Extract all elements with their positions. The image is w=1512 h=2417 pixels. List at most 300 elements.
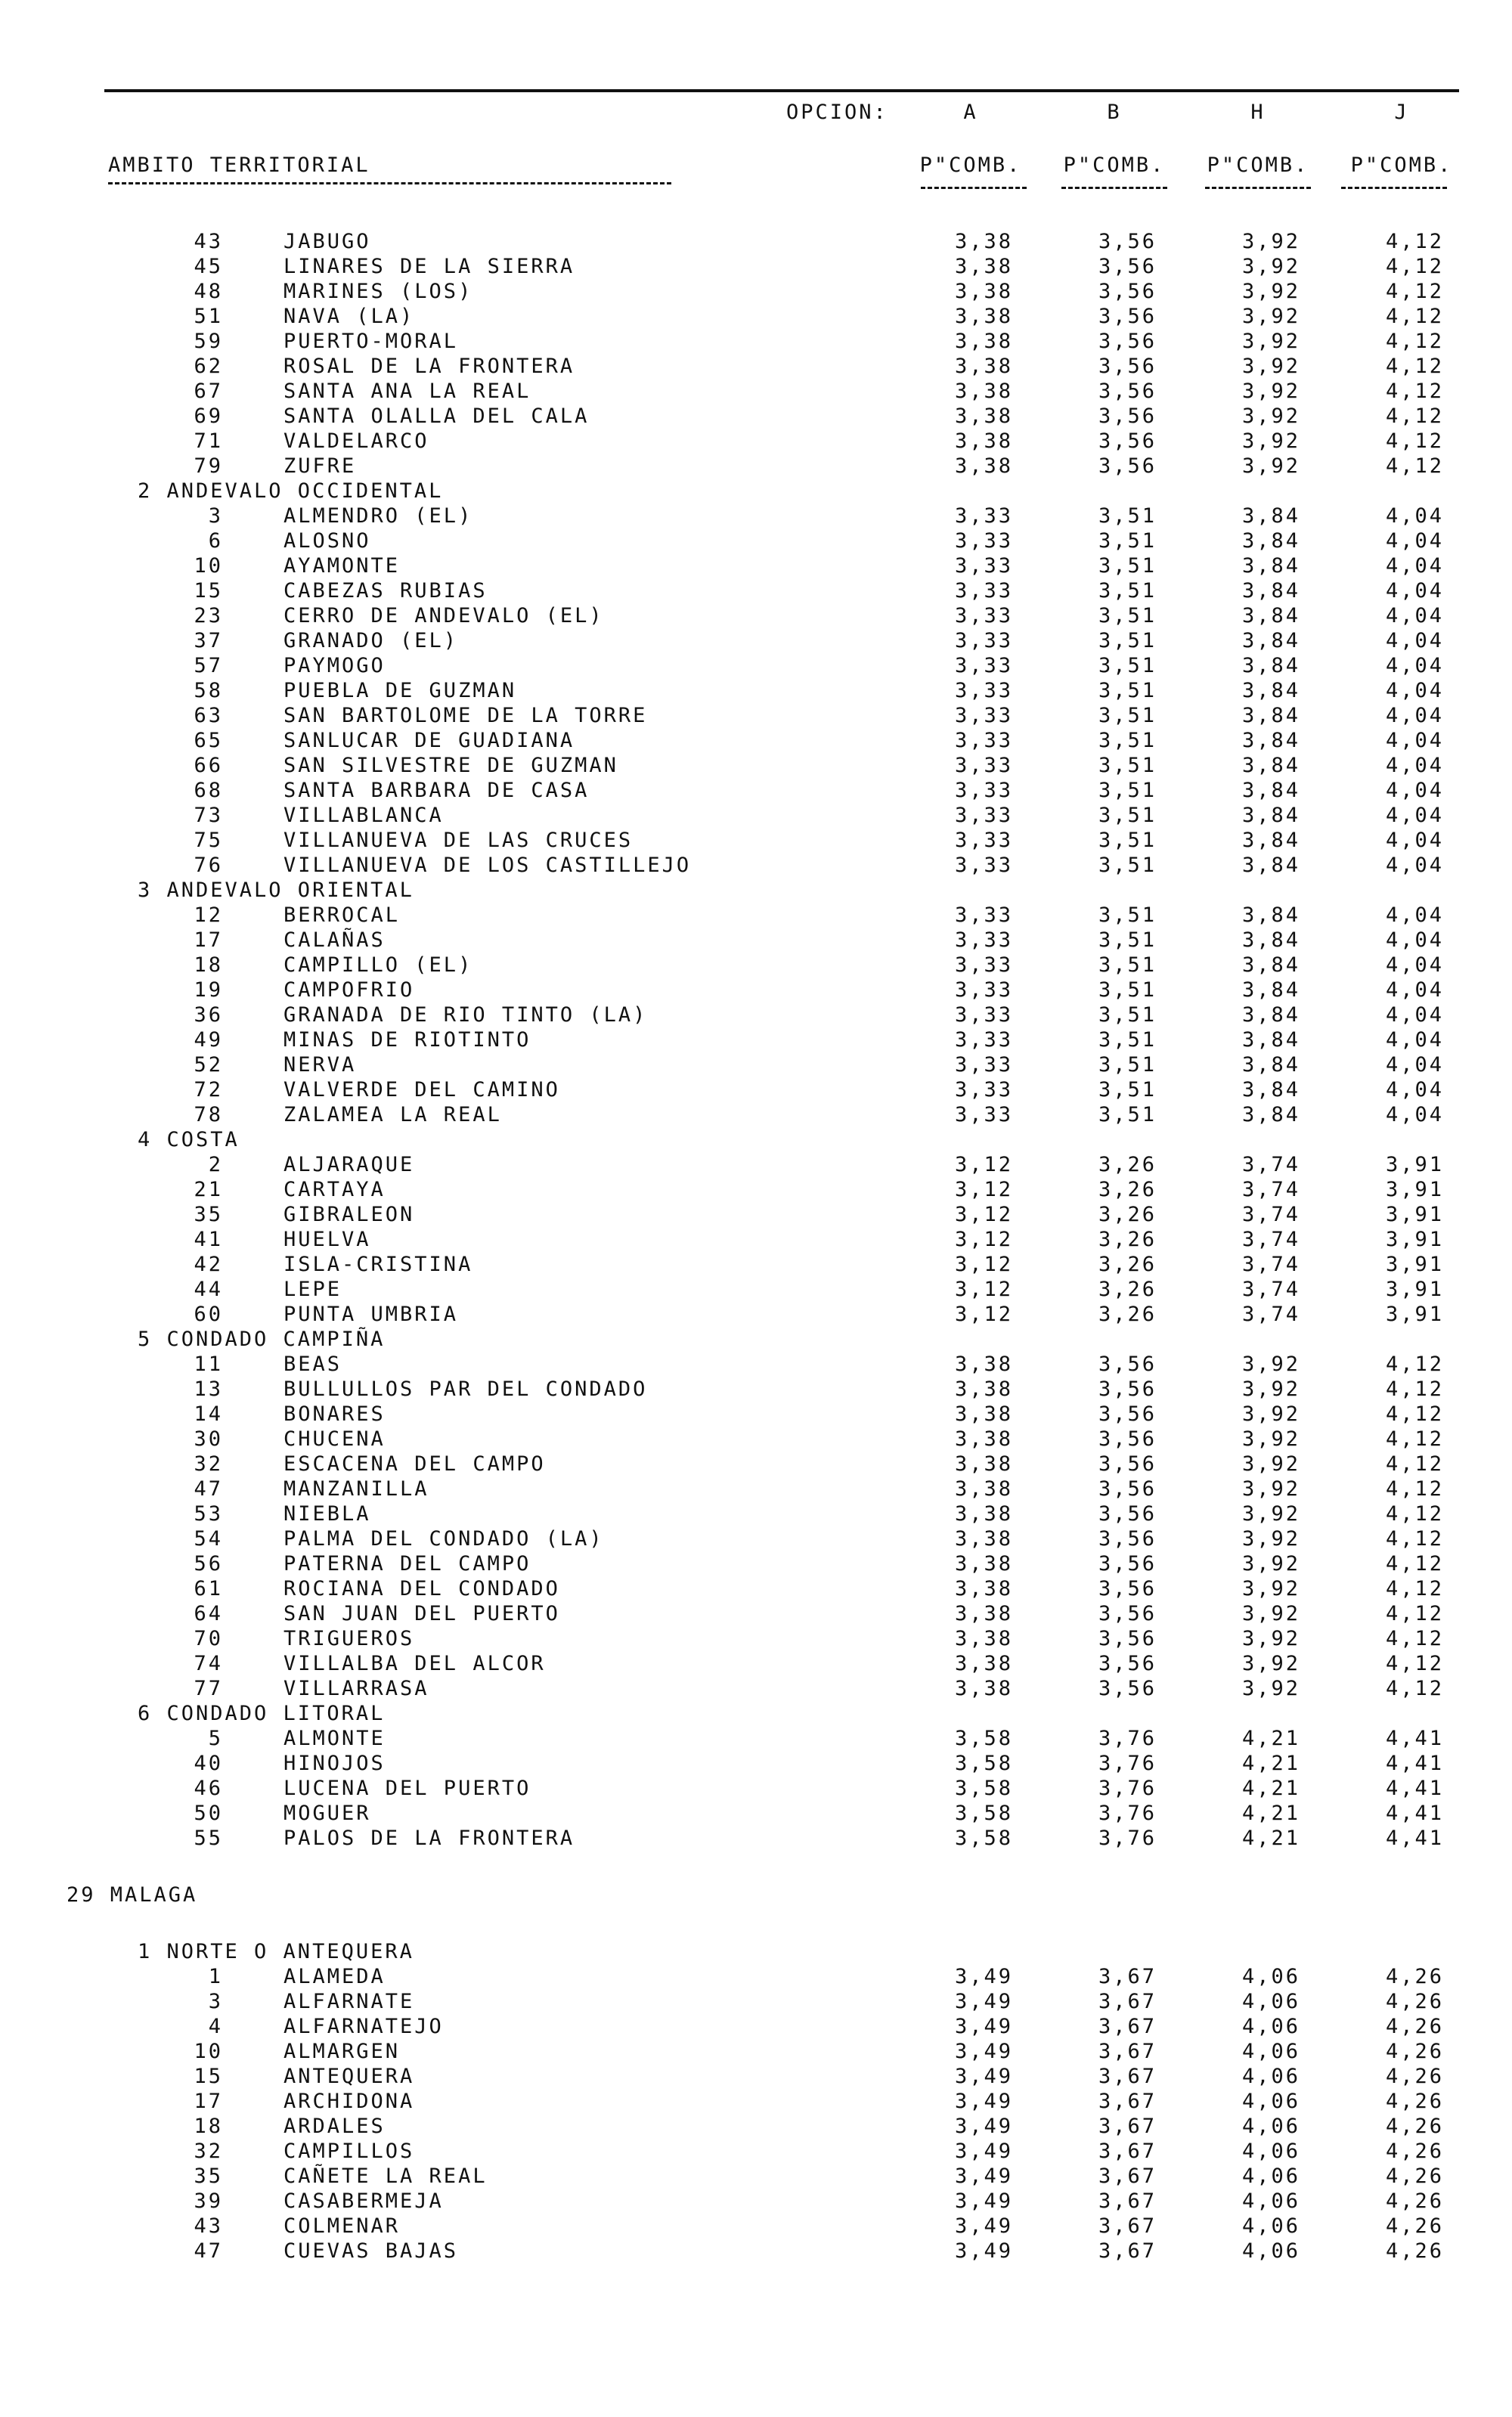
column-underline-a <box>921 187 1027 189</box>
table-row <box>0 1103 1512 1127</box>
value-a: 3,33 <box>954 729 1013 752</box>
value-b: 3,51 <box>1098 1078 1157 1102</box>
value-h: 4,21 <box>1241 1777 1300 1800</box>
municipality-name: VALVERDE DEL CAMINO <box>284 1078 560 1102</box>
municipality-name: SANTA BARBARA DE CASA <box>284 779 590 802</box>
table-row <box>0 429 1512 454</box>
value-b: 3,56 <box>1098 429 1157 453</box>
value-j: 4,41 <box>1385 1777 1444 1800</box>
value-h: 3,84 <box>1241 1028 1300 1052</box>
value-a: 3,38 <box>954 280 1013 303</box>
municipality-code: 32 <box>194 1452 223 1476</box>
value-h: 3,92 <box>1241 404 1300 428</box>
table-row <box>0 380 1512 404</box>
value-h: 4,21 <box>1241 1752 1300 1775</box>
value-b: 3,56 <box>1098 330 1157 353</box>
value-a: 3,38 <box>954 1602 1013 1625</box>
value-j: 3,91 <box>1385 1278 1444 1301</box>
value-j: 4,04 <box>1385 1003 1444 1027</box>
value-h: 3,74 <box>1241 1303 1300 1326</box>
municipality-name: BONARES <box>284 1402 386 1426</box>
value-a: 3,33 <box>954 529 1013 553</box>
table-row <box>0 1452 1512 1477</box>
municipality-name: BERROCAL <box>284 903 401 927</box>
municipality-name: ALMARGEN <box>284 2040 401 2063</box>
value-j: 4,04 <box>1385 779 1444 802</box>
value-b: 3,56 <box>1098 1402 1157 1426</box>
value-j: 4,26 <box>1385 2189 1444 2213</box>
municipality-code: 73 <box>194 804 223 827</box>
municipality-name: NERVA <box>284 1053 357 1077</box>
table-row <box>0 1965 1512 1989</box>
value-a: 3,12 <box>954 1178 1013 1201</box>
value-a: 3,38 <box>954 305 1013 328</box>
value-b: 3,26 <box>1098 1153 1157 1176</box>
municipality-name: CERRO DE ANDEVALO (EL) <box>284 604 604 627</box>
value-b: 3,67 <box>1098 1965 1157 1988</box>
value-j: 4,12 <box>1385 1677 1444 1700</box>
municipality-code: 71 <box>194 429 223 453</box>
value-b: 3,67 <box>1098 2164 1157 2188</box>
municipality-name: ROCIANA DEL CONDADO <box>284 1577 560 1600</box>
top-rule <box>104 89 1459 92</box>
value-a: 3,38 <box>954 1527 1013 1551</box>
table-row <box>0 928 1512 953</box>
value-a: 3,33 <box>954 1078 1013 1102</box>
value-b: 3,67 <box>1098 1990 1157 2013</box>
value-h: 3,92 <box>1241 429 1300 453</box>
value-b: 3,51 <box>1098 529 1157 553</box>
municipality-name: PUERTO-MORAL <box>284 330 459 353</box>
value-b: 3,56 <box>1098 1353 1157 1376</box>
municipality-code: 42 <box>194 1253 223 1276</box>
value-b: 3,51 <box>1098 829 1157 852</box>
ambito-underline <box>108 182 671 184</box>
table-row <box>0 1028 1512 1052</box>
table-row <box>0 1652 1512 1676</box>
municipality-code: 72 <box>194 1078 223 1102</box>
value-a: 3,33 <box>954 629 1013 652</box>
municipality-name: VILLANUEVA DE LAS CRUCES <box>284 829 634 852</box>
value-j: 4,41 <box>1385 1752 1444 1775</box>
value-j: 4,12 <box>1385 255 1444 278</box>
value-b: 3,76 <box>1098 1802 1157 1825</box>
municipality-code: 60 <box>194 1303 223 1326</box>
value-b: 3,56 <box>1098 1377 1157 1401</box>
municipality-code: 76 <box>194 854 223 877</box>
table-row <box>0 604 1512 628</box>
value-a: 3,38 <box>954 355 1013 378</box>
value-a: 3,33 <box>954 754 1013 777</box>
value-j: 4,26 <box>1385 2040 1444 2063</box>
table-row <box>0 1353 1512 1377</box>
table-row <box>0 2239 1512 2264</box>
table-row <box>0 1577 1512 1601</box>
municipality-name: ALOSNO <box>284 529 371 553</box>
value-a: 3,38 <box>954 1477 1013 1501</box>
value-h: 3,92 <box>1241 1502 1300 1526</box>
value-h: 3,84 <box>1241 579 1300 603</box>
municipality-name: GRANADO (EL) <box>284 629 459 652</box>
value-h: 3,92 <box>1241 1353 1300 1376</box>
municipality-code: 18 <box>194 953 223 977</box>
value-h: 3,84 <box>1241 1078 1300 1102</box>
municipality-code: 46 <box>194 1777 223 1800</box>
municipality-code: 64 <box>194 1602 223 1625</box>
municipality-code: 23 <box>194 604 223 627</box>
value-h: 3,92 <box>1241 1427 1300 1451</box>
value-h: 3,92 <box>1241 1652 1300 1675</box>
value-j: 3,91 <box>1385 1303 1444 1326</box>
value-a: 3,33 <box>954 679 1013 702</box>
municipality-code: 47 <box>194 2239 223 2263</box>
table-row <box>0 1253 1512 1277</box>
value-b: 3,56 <box>1098 1552 1157 1576</box>
value-j: 4,12 <box>1385 404 1444 428</box>
value-h: 3,74 <box>1241 1278 1300 1301</box>
table-row <box>0 903 1512 928</box>
value-j: 3,91 <box>1385 1253 1444 1276</box>
value-j: 4,04 <box>1385 1053 1444 1077</box>
value-b: 3,56 <box>1098 255 1157 278</box>
value-b: 3,76 <box>1098 1752 1157 1775</box>
table-row <box>0 1477 1512 1501</box>
municipality-code: 48 <box>194 280 223 303</box>
option-a-header: A <box>963 101 978 124</box>
municipality-code: 53 <box>194 1502 223 1526</box>
value-b: 3,26 <box>1098 1253 1157 1276</box>
value-h: 4,06 <box>1241 2040 1300 2063</box>
municipality-name: LEPE <box>284 1278 342 1301</box>
table-row <box>0 953 1512 978</box>
municipality-code: 43 <box>194 230 223 253</box>
municipality-code: 3 <box>208 1990 223 2013</box>
table-row <box>0 1602 1512 1626</box>
value-b: 3,67 <box>1098 2115 1157 2138</box>
value-b: 3,51 <box>1098 679 1157 702</box>
value-h: 4,06 <box>1241 2164 1300 2188</box>
value-h: 3,92 <box>1241 355 1300 378</box>
value-j: 4,26 <box>1385 2239 1444 2263</box>
region-label: 5 CONDADO CAMPIÑA <box>138 1328 386 1351</box>
table-row <box>0 2065 1512 2089</box>
value-a: 3,33 <box>954 504 1013 528</box>
table-row <box>0 1203 1512 1227</box>
value-a: 3,58 <box>954 1752 1013 1775</box>
municipality-code: 43 <box>194 2214 223 2238</box>
table-row <box>0 2214 1512 2239</box>
value-j: 3,91 <box>1385 1178 1444 1201</box>
table-row <box>0 2040 1512 2064</box>
table-row <box>0 1502 1512 1526</box>
municipality-name: CARTAYA <box>284 1178 386 1201</box>
value-j: 4,12 <box>1385 1602 1444 1625</box>
municipality-code: 4 <box>208 2015 223 2038</box>
municipality-code: 57 <box>194 654 223 677</box>
municipality-name: MANZANILLA <box>284 1477 429 1501</box>
table-row <box>0 1402 1512 1427</box>
value-a: 3,38 <box>954 1402 1013 1426</box>
value-a: 3,49 <box>954 2040 1013 2063</box>
table-row <box>0 2090 1512 2114</box>
value-b: 3,67 <box>1098 2065 1157 2088</box>
value-h: 4,06 <box>1241 2140 1300 2163</box>
value-h: 4,06 <box>1241 1965 1300 1988</box>
value-b: 3,76 <box>1098 1827 1157 1850</box>
value-b: 3,51 <box>1098 504 1157 528</box>
value-b: 3,51 <box>1098 779 1157 802</box>
opcion-label: OPCION: <box>786 101 888 124</box>
table-row <box>0 280 1512 304</box>
municipality-code: 62 <box>194 355 223 378</box>
table-row <box>0 454 1512 479</box>
table-row <box>0 978 1512 1002</box>
municipality-name: LUCENA DEL PUERTO <box>284 1777 531 1800</box>
value-b: 3,26 <box>1098 1203 1157 1226</box>
value-h: 3,84 <box>1241 1003 1300 1027</box>
value-a: 3,38 <box>954 1552 1013 1576</box>
value-h: 3,84 <box>1241 704 1300 727</box>
value-a: 3,38 <box>954 380 1013 403</box>
municipality-name: ALFARNATEJO <box>284 2015 444 2038</box>
value-j: 4,12 <box>1385 1527 1444 1551</box>
value-b: 3,67 <box>1098 2214 1157 2238</box>
value-b: 3,56 <box>1098 1527 1157 1551</box>
municipality-name: SANTA OLALLA DEL CALA <box>284 404 590 428</box>
value-b: 3,51 <box>1098 903 1157 927</box>
municipality-name: BEAS <box>284 1353 342 1376</box>
value-h: 3,74 <box>1241 1253 1300 1276</box>
table-row <box>0 1427 1512 1452</box>
table-row <box>0 829 1512 853</box>
region-label: 2 ANDEVALO OCCIDENTAL <box>138 479 444 503</box>
value-a: 3,49 <box>954 2015 1013 2038</box>
municipality-name: ARDALES <box>284 2115 386 2138</box>
value-b: 3,26 <box>1098 1278 1157 1301</box>
value-a: 3,33 <box>954 928 1013 952</box>
region-label: 3 ANDEVALO ORIENTAL <box>138 878 414 902</box>
table-row <box>0 330 1512 354</box>
municipality-code: 14 <box>194 1402 223 1426</box>
municipality-code: 35 <box>194 2164 223 2188</box>
region-heading <box>0 1128 1512 1152</box>
table-row <box>0 1627 1512 1651</box>
table-row <box>0 1377 1512 1402</box>
municipality-code: 12 <box>194 903 223 927</box>
value-j: 4,12 <box>1385 1502 1444 1526</box>
value-b: 3,67 <box>1098 2140 1157 2163</box>
municipality-name: COLMENAR <box>284 2214 401 2238</box>
value-j: 4,04 <box>1385 529 1444 553</box>
value-h: 4,21 <box>1241 1727 1300 1750</box>
value-j: 4,12 <box>1385 1627 1444 1650</box>
municipality-code: 61 <box>194 1577 223 1600</box>
table-row <box>0 1827 1512 1851</box>
value-b: 3,56 <box>1098 1652 1157 1675</box>
municipality-code: 70 <box>194 1627 223 1650</box>
table-row <box>0 1527 1512 1551</box>
municipality-name: PATERNA DEL CAMPO <box>284 1552 531 1576</box>
value-a: 3,49 <box>954 2140 1013 2163</box>
region-label: 4 COSTA <box>138 1128 240 1151</box>
value-j: 4,04 <box>1385 953 1444 977</box>
value-a: 3,38 <box>954 1353 1013 1376</box>
value-h: 3,74 <box>1241 1153 1300 1176</box>
municipality-name: ARCHIDONA <box>284 2090 415 2113</box>
value-h: 4,06 <box>1241 2015 1300 2038</box>
value-j: 4,12 <box>1385 1452 1444 1476</box>
municipality-code: 6 <box>208 529 223 553</box>
value-j: 4,26 <box>1385 2214 1444 2238</box>
value-j: 4,41 <box>1385 1827 1444 1850</box>
value-a: 3,58 <box>954 1777 1013 1800</box>
value-h: 3,74 <box>1241 1228 1300 1251</box>
municipality-code: 21 <box>194 1178 223 1201</box>
table-row <box>0 355 1512 379</box>
value-h: 3,92 <box>1241 1602 1300 1625</box>
value-h: 4,06 <box>1241 2090 1300 2113</box>
value-a: 3,33 <box>954 704 1013 727</box>
value-a: 3,38 <box>954 1652 1013 1675</box>
value-j: 4,12 <box>1385 454 1444 478</box>
option-j-header: J <box>1394 101 1409 124</box>
municipality-code: 1 <box>208 1965 223 1988</box>
value-a: 3,38 <box>954 429 1013 453</box>
value-b: 3,51 <box>1098 654 1157 677</box>
value-h: 3,92 <box>1241 454 1300 478</box>
value-a: 3,33 <box>954 978 1013 1002</box>
value-h: 3,84 <box>1241 903 1300 927</box>
table-row <box>0 2189 1512 2214</box>
value-a: 3,33 <box>954 1103 1013 1126</box>
value-b: 3,51 <box>1098 1103 1157 1126</box>
municipality-name: CABEZAS RUBIAS <box>284 579 488 603</box>
table-row <box>0 1003 1512 1027</box>
value-a: 3,33 <box>954 579 1013 603</box>
table-row <box>0 654 1512 678</box>
municipality-code: 55 <box>194 1827 223 1850</box>
value-a: 3,49 <box>954 1990 1013 2013</box>
value-h: 3,92 <box>1241 230 1300 253</box>
value-b: 3,67 <box>1098 2090 1157 2113</box>
value-j: 4,26 <box>1385 2115 1444 2138</box>
value-j: 4,12 <box>1385 380 1444 403</box>
table-row <box>0 1078 1512 1102</box>
value-b: 3,51 <box>1098 1028 1157 1052</box>
value-b: 3,56 <box>1098 1427 1157 1451</box>
value-j: 4,12 <box>1385 1577 1444 1600</box>
municipality-code: 5 <box>208 1727 223 1750</box>
value-b: 3,67 <box>1098 2239 1157 2263</box>
option-b-header: B <box>1107 101 1122 124</box>
value-a: 3,33 <box>954 1003 1013 1027</box>
value-b: 3,51 <box>1098 978 1157 1002</box>
value-b: 3,51 <box>1098 579 1157 603</box>
table-row <box>0 2115 1512 2139</box>
municipality-code: 79 <box>194 454 223 478</box>
municipality-name: CALAÑAS <box>284 928 386 952</box>
value-b: 3,51 <box>1098 604 1157 627</box>
municipality-code: 77 <box>194 1677 223 1700</box>
value-a: 3,58 <box>954 1727 1013 1750</box>
value-j: 4,26 <box>1385 1965 1444 1988</box>
municipality-code: 75 <box>194 829 223 852</box>
value-a: 3,33 <box>954 903 1013 927</box>
value-a: 3,12 <box>954 1228 1013 1251</box>
value-h: 3,74 <box>1241 1203 1300 1226</box>
value-a: 3,33 <box>954 1028 1013 1052</box>
value-b: 3,26 <box>1098 1303 1157 1326</box>
value-a: 3,12 <box>954 1203 1013 1226</box>
value-a: 3,38 <box>954 330 1013 353</box>
table-row <box>0 2164 1512 2189</box>
value-a: 3,49 <box>954 2115 1013 2138</box>
value-a: 3,49 <box>954 2090 1013 2113</box>
value-a: 3,49 <box>954 2214 1013 2238</box>
municipality-name: MOGUER <box>284 1802 371 1825</box>
value-b: 3,56 <box>1098 1627 1157 1650</box>
value-b: 3,67 <box>1098 2189 1157 2213</box>
region-heading <box>0 1940 1512 1964</box>
value-j: 3,91 <box>1385 1203 1444 1226</box>
municipality-code: 67 <box>194 380 223 403</box>
value-b: 3,26 <box>1098 1178 1157 1201</box>
table-row <box>0 704 1512 728</box>
value-j: 4,26 <box>1385 2090 1444 2113</box>
value-a: 3,38 <box>954 1502 1013 1526</box>
value-h: 4,06 <box>1241 2189 1300 2213</box>
municipality-code: 3 <box>208 504 223 528</box>
municipality-name: PUNTA UMBRIA <box>284 1303 459 1326</box>
municipality-name: VILLARRASA <box>284 1677 429 1700</box>
value-j: 4,12 <box>1385 429 1444 453</box>
value-h: 3,92 <box>1241 1452 1300 1476</box>
table-row <box>0 1228 1512 1252</box>
municipality-code: 56 <box>194 1552 223 1576</box>
value-b: 3,51 <box>1098 754 1157 777</box>
municipality-code: 15 <box>194 2065 223 2088</box>
municipality-code: 17 <box>194 928 223 952</box>
value-h: 3,92 <box>1241 380 1300 403</box>
municipality-name: BULLULLOS PAR DEL CONDADO <box>284 1377 648 1401</box>
value-a: 3,12 <box>954 1253 1013 1276</box>
value-a: 3,33 <box>954 554 1013 578</box>
value-h: 3,84 <box>1241 829 1300 852</box>
municipality-name: CHUCENA <box>284 1427 386 1451</box>
value-h: 4,06 <box>1241 2239 1300 2263</box>
value-b: 3,51 <box>1098 629 1157 652</box>
value-j: 4,12 <box>1385 1377 1444 1401</box>
value-b: 3,26 <box>1098 1228 1157 1251</box>
table-row <box>0 1990 1512 2014</box>
municipality-name: VILLANUEVA DE LOS CASTILLEJO <box>284 854 692 877</box>
municipality-name: GIBRALEON <box>284 1203 415 1226</box>
municipality-name: ALJARAQUE <box>284 1153 415 1176</box>
value-a: 3,38 <box>954 1427 1013 1451</box>
value-a: 3,33 <box>954 779 1013 802</box>
value-a: 3,38 <box>954 1377 1013 1401</box>
value-j: 4,12 <box>1385 355 1444 378</box>
value-j: 4,04 <box>1385 554 1444 578</box>
value-h: 3,84 <box>1241 779 1300 802</box>
value-a: 3,49 <box>954 2189 1013 2213</box>
value-h: 3,92 <box>1241 1552 1300 1576</box>
value-j: 4,12 <box>1385 1652 1444 1675</box>
value-a: 3,12 <box>954 1278 1013 1301</box>
value-j: 4,41 <box>1385 1727 1444 1750</box>
municipality-code: 10 <box>194 554 223 578</box>
value-j: 4,41 <box>1385 1802 1444 1825</box>
